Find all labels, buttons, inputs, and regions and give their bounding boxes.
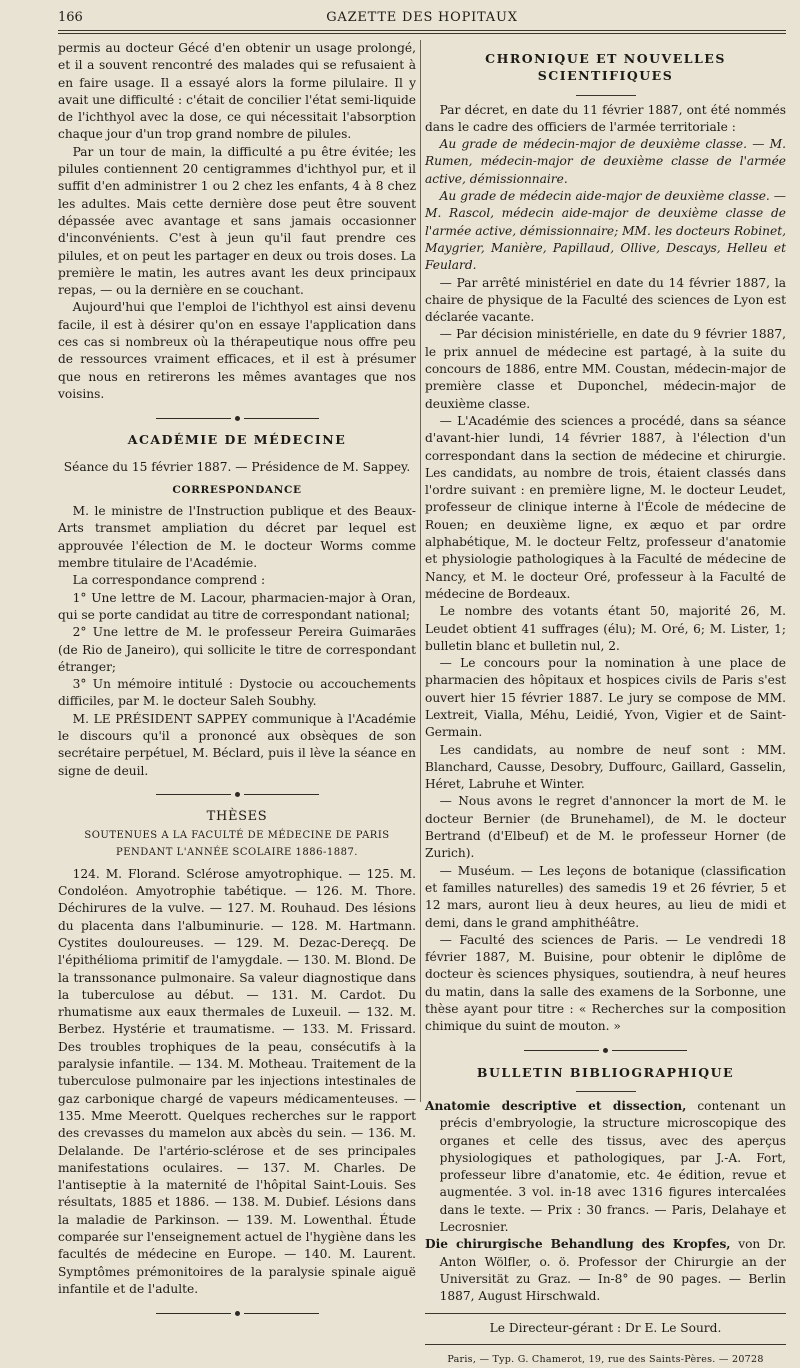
paragraph: — Nous avons le regret d'annoncer la mort de M. le docteur Bernier (de Brunehamel), de M. le docteur Bertrand (d'Elbeuf) et de M. le professeur Horner (de Zurich). <box>425 794 786 861</box>
theses-list: 124. M. Florand. Sclérose amyotrophique. — 125. M. Condoléon. Amyotrophie tabétique. — 126. M. Thore. Déchirures de la vulve. — 127. M. Rouhaud. Des lésions du placenta dans l'albuminurie. — 128. M. Hartmann. Cystites douloureuses. — 129. M. Dezac-Dereçq. De l'épithélioma primitif de l'amygdale. — 130. M. Blond. De la transsonance pulmonaire. Sa valeur diagnostique dans la tuberculose au début. — 131. M. Cardot. Du rhumatisme aux eaux thermales de Luxeuil. — 132. M. Berbez. Hystérie et traumatisme. — 133. M. Frissard. Des troubles trophiques de la peau, consécutifs à la paralysie infantile. — 134. M. Motheau. Traitement de la tuberculose pulmonaire par les injections intestinales de gaz carbonique chargé de vapeurs médicamenteuses. — 135. Mme Meerott. Quelques recherches sur le rapport des crevasses du mamelon aux abcès du sein. — 136. M. Delalande. De l'artério-sclérose et de ses principales manifestations oculaires. — 137. M. Charles. De l'antiseptie à la maternité de l'hôpital Saint-Louis. Ses résultats, 1885 et 1886. — 138. M. Dubief. Lésions dans la maladie de Parkinson. — 139. M. Lowenthal. Étude comparée sur l'enseignement actuel de l'hygiène dans les facultés de médecine en Europe. — 140. M. Laurent. Symptômes prémonitoires de la paralysie spinale aiguë infantile et de l'adulte. <box>58 866 416 1296</box>
footer-rule <box>425 1344 786 1345</box>
bibliography-details: contenant un précis d'embryologie, la structure microscopique des organes et celle des tissus, avec des aperçus physiologiques et pathologiques, par J.-A. Fort, professeur libre d'anatomie, etc. 4e édition, revue et augmentée. 3 vol. in-18 avec 1316 figures intercalées dans le texte. — Prix : 30 francs. — Paris, Delahaye et Lecrosnier. <box>439 1098 787 1234</box>
ornament-divider <box>58 1308 416 1318</box>
paragraph: 3° Un mémoire intitulé : Dystocie ou accouchements difficiles, par M. le docteur Saleh Soubhy. <box>58 677 416 709</box>
paragraph: La correspondance comprend : <box>72 573 266 588</box>
running-title: GAZETTE DES HOPITAUX <box>326 10 518 25</box>
director-signature: Le Directeur-gérant : Dr E. Le Sourd. <box>489 1321 722 1336</box>
paragraph: Le nombre des votants étant 50, majorité 26, M. Leudet obtient 41 suffrages (élu); M. Oré, 6; M. Lister, 1; bulletin blanc et bulletin nul, 2. <box>425 604 786 653</box>
paragraph: Les candidats, au nombre de neuf sont : MM. Blanchard, Causse, Desobry, Duffourc, Gaillard, Gasselin, Héret, Labruhe et Winter. <box>425 742 786 792</box>
left-column <box>58 40 416 1326</box>
bibliography-entry <box>425 1236 786 1305</box>
theses-subtitle: PENDANT L'ANNÉE SCOLAIRE 1886-1887. <box>116 847 358 859</box>
right-column <box>425 40 786 1368</box>
paragraph: M. LE PRÉSIDENT SAPPEY communique à l'Académie le discours qu'il a prononcé aux obsèques de son secrétaire perpétuel, M. Béclard, puis il lève la séance en signe de deuil. <box>58 711 416 778</box>
header-rule <box>58 33 786 34</box>
printer-imprint: Paris, — Typ. G. Chamerot, 19, rue des Saints-Pères. — 20728 <box>447 1353 764 1365</box>
ornament-divider <box>425 1046 786 1056</box>
section-title-theses: THÈSES <box>206 808 268 824</box>
paragraph: Par un tour de main, la difficulté a pu être évitée; les pilules contiennent 20 centigrammes d'ichthyol pur, et il suffit d'en administrer 1 ou 2 chez les enfants, 4 à 8 chez les adultes. Mais cette dernière dose peut être souvent dépassée avec avantage et sans jamais occasionner d'inconvénients. C'est à jeun qu'il faut prendre ces pilules, et on peut les partager en deux ou trois doses. La première le matin, les autres avant les deux principaux repas, — ou la dernière en se couchant. <box>58 144 416 298</box>
ornament-divider <box>58 413 416 423</box>
column-divider <box>420 40 421 1102</box>
theses-subtitle: SOUTENUES A LA FACULTÉ DE MÉDECINE DE PARIS <box>84 830 390 842</box>
paragraph: permis au docteur Gécé d'en obtenir un usage prolongé, et il a souvent rencontré des malades qui se refusaient à en faire usage. Il a essayé alors la forme pilulaire. Il y avait une difficulté : c'était de concilier l'état semi-liquide de l'ichthyol avec la dose, ce qui nécessitait l'absorption chaque jour d'un trop grand nombre de pilules. <box>58 41 416 142</box>
seance-line: Séance du 15 février 1887. — Présidence de M. Sappey. <box>63 459 411 474</box>
paragraph: 2° Une lettre de M. le professeur Pereira Guimarāes (de Rio de Janeiro), qui sollicite le titre de correspondant étranger; <box>58 625 416 674</box>
section-title-academie: ACADÉMIE DE MÉDECINE <box>127 432 347 448</box>
page-number: 166 <box>58 10 83 25</box>
signature-rule <box>425 1313 786 1314</box>
bibliography-details: von Dr. Anton Wölfler, o. ö. Professor der Chirurgie an der Universität zu Graz. — In-8° de 90 pages. — Berlin 1887, August Hirschwald. <box>439 1237 787 1304</box>
paragraph: Au grade de médecin-major de deuxième classe. — M. Rumen, médecin-major de deuxième classe de l'armée active, démissionnaire. <box>425 137 786 186</box>
bibliography-title: Anatomie descriptive et dissection, <box>425 1098 687 1113</box>
paragraph: Aujourd'hui que l'emploi de l'ichthyol est ainsi devenu facile, il est à désirer qu'on en essaye l'application dans ces cas si nombreux où la thérapeutique nous offre peu de ressources vraiment efficaces, et il est à présumer que nous en retirerons les mêmes avantages que nos voisins. <box>58 300 416 401</box>
paragraph: M. le ministre de l'Instruction publique et des Beaux-Arts transmet ampliation du décret par lequel est approuvée l'élection de M. le docteur Worms comme membre titulaire de l'Académie. <box>58 504 416 571</box>
page-header <box>58 6 786 31</box>
paragraph: — Faculté des sciences de Paris. — Le vendredi 18 février 1887, M. Buisine, pour obtenir le diplôme de docteur ès sciences physiques, soutiendra, à neuf heures du matin, dans la salle des examens de la Sorbonne, une thèse ayant pour titre : « Recherches sur la composition chimique du suint de mouton. » <box>425 932 786 1034</box>
short-rule <box>576 1091 636 1092</box>
section-title-chronique: CHRONIQUE ET NOUVELLES SCIENTIFIQUES <box>485 51 726 84</box>
paragraph: Par décret, en date du 11 février 1887, ont été nommés dans le cadre des officiers de l'armée territoriale : <box>425 102 786 134</box>
paragraph: — L'Académie des sciences a procédé, dans sa séance d'avant-hier lundi, 14 février 1887, à l'élection d'un correspondant dans la section de médecine et chirurgie. Les candidats, au nombre de trois, étaient classés dans l'ordre suivant : en première ligne, M. le docteur Leudet, professeur de clinique interne à l'École de médecine de Rouen; en deuxième ligne, ex æquo et par ordre alphabétique, M. le docteur Feltz, professeur d'anatomie et physiologie pathologiques à la Faculté de médecine de Nancy, et M. le docteur Oré, professeur à la Faculté de médecine de Bordeaux. <box>425 413 786 601</box>
paragraph: — Le concours pour la nomination à une place de pharmacien des hôpitaux et hospices civils de Paris s'est ouvert hier 15 février 1887. Le jury se compose de MM. Lextreit, Vialla, Méhu, Leidié, Yvon, Vigier et de Saint-Germain. <box>425 656 786 740</box>
bibliography-title: Die chirurgische Behandlung des Kropfes, <box>425 1237 731 1252</box>
paragraph: — Par décision ministérielle, en date du 9 février 1887, le prix annuel de médecine est partagé, à la suite du concours de 1886, entre MM. Coustan, médecin-major de première classe et Duponchel, médecin-major de deuxième classe. <box>425 327 786 411</box>
paragraph: 1° Une lettre de M. Lacour, pharmacien-major à Oran, qui se porte candidat au titre de correspondant national; <box>58 590 416 622</box>
correspondance-title: CORRESPONDANCE <box>172 483 302 496</box>
paragraph: — Muséum. — Les leçons de botanique (classification et familles naturelles) des samedis 19 et 26 février, 5 et 12 mars, auront lieu à deux heures, au lieu de midi et demi, dans le grand amphithéâtre. <box>425 863 786 930</box>
paragraph: — Par arrêté ministériel en date du 14 février 1887, la chaire de physique de la Faculté des sciences de Lyon est déclarée vacante. <box>425 275 786 325</box>
section-title-bulletin: BULLETIN BIBLIOGRAPHIQUE <box>476 1064 735 1080</box>
short-rule <box>576 95 636 96</box>
ornament-divider <box>58 790 416 800</box>
bibliography-entry <box>425 1098 786 1236</box>
paragraph: Au grade de médecin aide-major de deuxième classe. — M. Rascol, médecin aide-major de deuxième classe de l'armée active, démissionnaire; MM. les docteurs Robinet, Maygrier, Manière, Papillaud, Ollive, Descays, Helleu et Feulard. <box>425 189 786 273</box>
